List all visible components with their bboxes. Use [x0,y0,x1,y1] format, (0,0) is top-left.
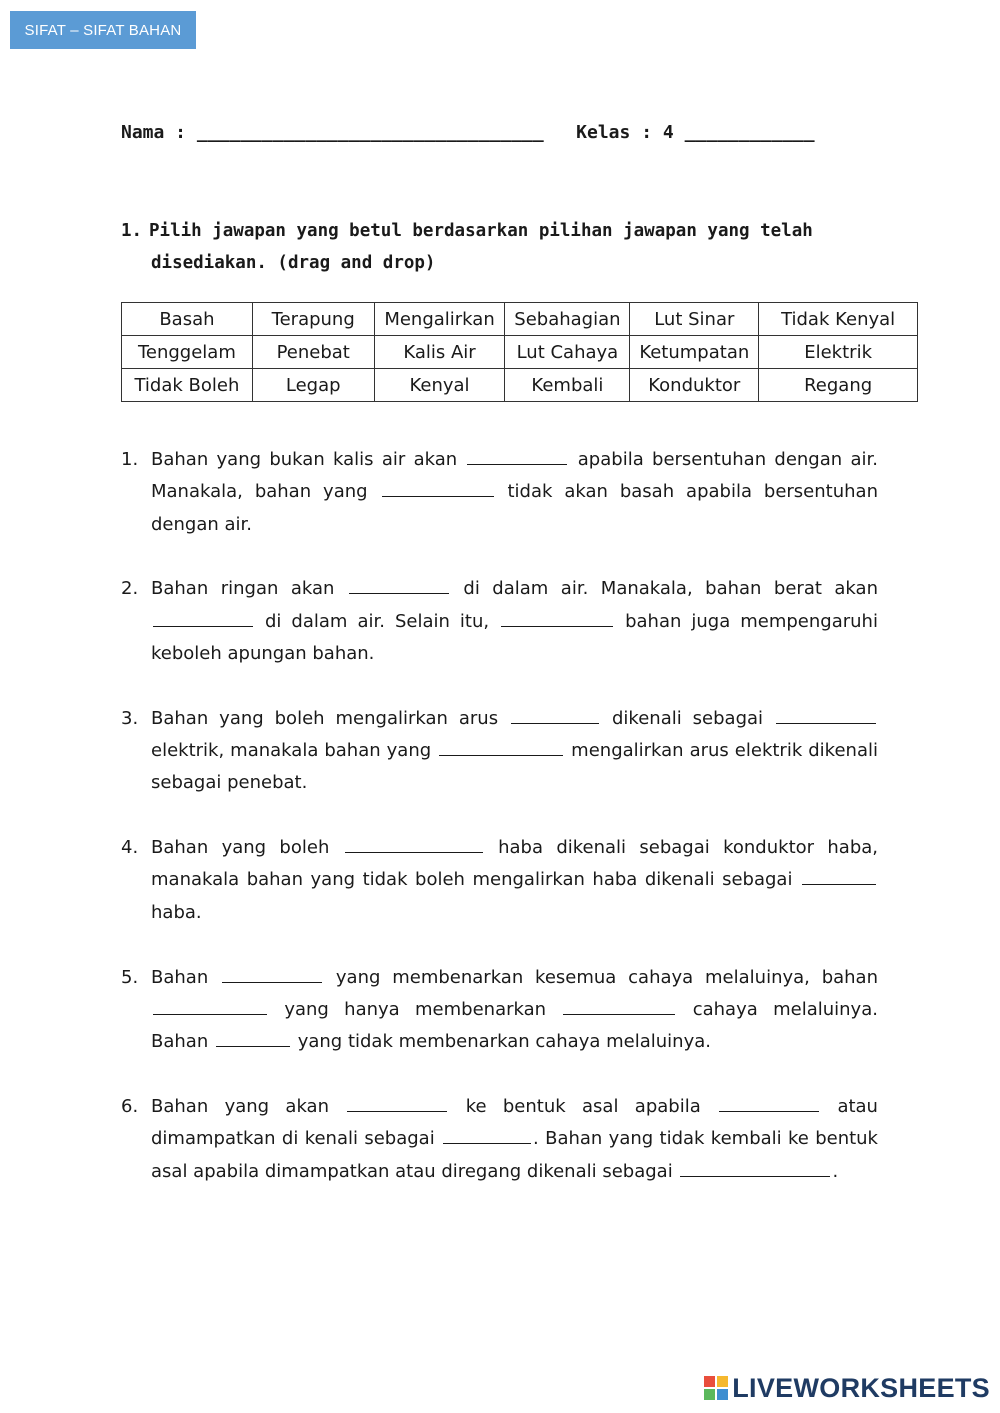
question-text: cahaya melaluinya. Bahan [151,998,878,1053]
question-text: apabila bersentuhan dengan air. Manakala, bahan yang [151,449,878,503]
answer-choices-table [121,302,918,402]
question-text: mengalirkan arus elektrik dikenali sebagai penebat. [151,740,878,794]
question-text: haba. [151,901,202,923]
choice-item[interactable]: Elektrik [759,336,918,369]
question-text: . Bahan yang tidak kembali ke bentuk asal apabila dimampatkan atau diregang dikenali sebagai [151,1128,878,1182]
question-text: Bahan yang bukan kalis air akan [151,449,458,470]
question-text: ke bentuk asal apabila [465,1095,701,1117]
question-text: di dalam air. Manakala, bahan berat akan [463,578,878,600]
instruction-number: 1. [121,221,143,241]
question-text: elektrik, manakala bahan yang [151,740,432,762]
question-number: 6. [121,1095,139,1117]
choice-item[interactable]: Mengalirkan [374,303,505,336]
question-text: Bahan yang akan [151,1095,329,1117]
instruction-line-1: Pilih jawapan yang betul berdasarkan pilihan jawapan yang telah [149,221,813,241]
question-text: Bahan yang boleh [151,837,330,859]
question-text: bahan juga mempengaruhi keboleh apungan bahan. [151,610,878,664]
question-text: yang membenarkan kesemua cahaya melaluinya, bahan [335,966,878,988]
answer-blank[interactable] [467,445,567,465]
kelas-blank[interactable]: ____________ [684,122,815,143]
student-info-line [121,122,815,143]
worksheet-title-badge: SIFAT – SIFAT BAHAN [10,11,196,49]
choice-item[interactable]: Basah [122,303,253,336]
question-4 [121,832,878,929]
question-number: 5. [121,966,139,988]
liveworksheets-brand-text: LIVEWORKSHEETS [732,1372,990,1403]
choice-item[interactable]: Penebat [252,336,374,369]
answer-blank[interactable] [216,1027,290,1047]
choice-item[interactable]: Regang [759,369,918,402]
question-text: di dalam air. Selain itu, [265,610,490,632]
question-text: . [832,1160,839,1182]
answer-blank[interactable] [222,963,322,983]
answer-blank[interactable] [153,607,253,627]
choice-item[interactable]: Konduktor [630,369,759,402]
choice-item[interactable]: Kenyal [374,369,505,402]
answer-blank[interactable] [345,833,483,853]
question-text: Bahan yang boleh mengalirkan arus [151,707,499,729]
choices-row [122,303,918,336]
kelas-label: Kelas : 4 [576,122,674,143]
question-2 [121,573,878,670]
answer-blank[interactable] [347,1092,447,1112]
answer-blank[interactable] [349,574,449,594]
question-text: Bahan [151,966,209,988]
answer-blank[interactable] [153,995,267,1015]
instruction-line-2: disediakan. (drag and drop) [151,253,436,273]
choice-item[interactable]: Kalis Air [374,336,505,369]
question-1 [121,444,878,541]
choices-row [122,336,918,369]
question-text: haba dikenali sebagai konduktor haba, manakala bahan yang tidak boleh mengalirkan haba dikenali sebagai [151,837,878,891]
nama-label: Nama : [121,122,187,143]
answer-blank[interactable] [439,736,563,756]
instruction [121,215,881,279]
question-list [121,444,878,1220]
question-3 [121,703,878,800]
question-text: yang hanya membenarkan [284,998,547,1020]
answer-blank[interactable] [719,1092,819,1112]
question-text: atau dimampatkan di kenali sebagai [151,1095,878,1150]
question-number: 2. [121,578,139,600]
choice-item[interactable]: Legap [252,369,374,402]
answer-blank[interactable] [501,607,613,627]
question-text: yang tidak membenarkan cahaya melaluinya. [297,1031,711,1053]
choice-item[interactable]: Tenggelam [122,336,253,369]
question-number: 3. [121,707,139,729]
nama-blank[interactable]: ________________________________ [196,122,544,143]
liveworksheets-logo-icon [704,1376,728,1400]
question-6 [121,1091,878,1188]
question-text: tidak akan basah apabila bersentuhan dengan air. [151,481,878,535]
choice-item[interactable]: Tidak Kenyal [759,303,918,336]
answer-blank[interactable] [563,995,675,1015]
question-number: 1. [121,449,139,470]
answer-blank[interactable] [382,477,494,497]
choice-item[interactable]: Tidak Boleh [122,369,253,402]
question-text: Bahan ringan akan [151,578,335,600]
answer-blank[interactable] [680,1157,830,1177]
choice-item[interactable]: Ketumpatan [630,336,759,369]
choice-item[interactable]: Kembali [505,369,630,402]
answer-blank[interactable] [776,704,876,724]
answer-blank[interactable] [511,704,599,724]
choice-item[interactable]: Lut Sinar [630,303,759,336]
question-5 [121,962,878,1059]
choice-item[interactable]: Terapung [252,303,374,336]
choices-row [122,369,918,402]
choice-item[interactable]: Lut Cahaya [505,336,630,369]
choice-item[interactable]: Sebahagian [505,303,630,336]
question-text: dikenali sebagai [612,707,764,729]
liveworksheets-logo [704,1373,990,1403]
question-number: 4. [121,837,139,859]
answer-blank[interactable] [802,865,876,885]
answer-blank[interactable] [443,1124,531,1144]
